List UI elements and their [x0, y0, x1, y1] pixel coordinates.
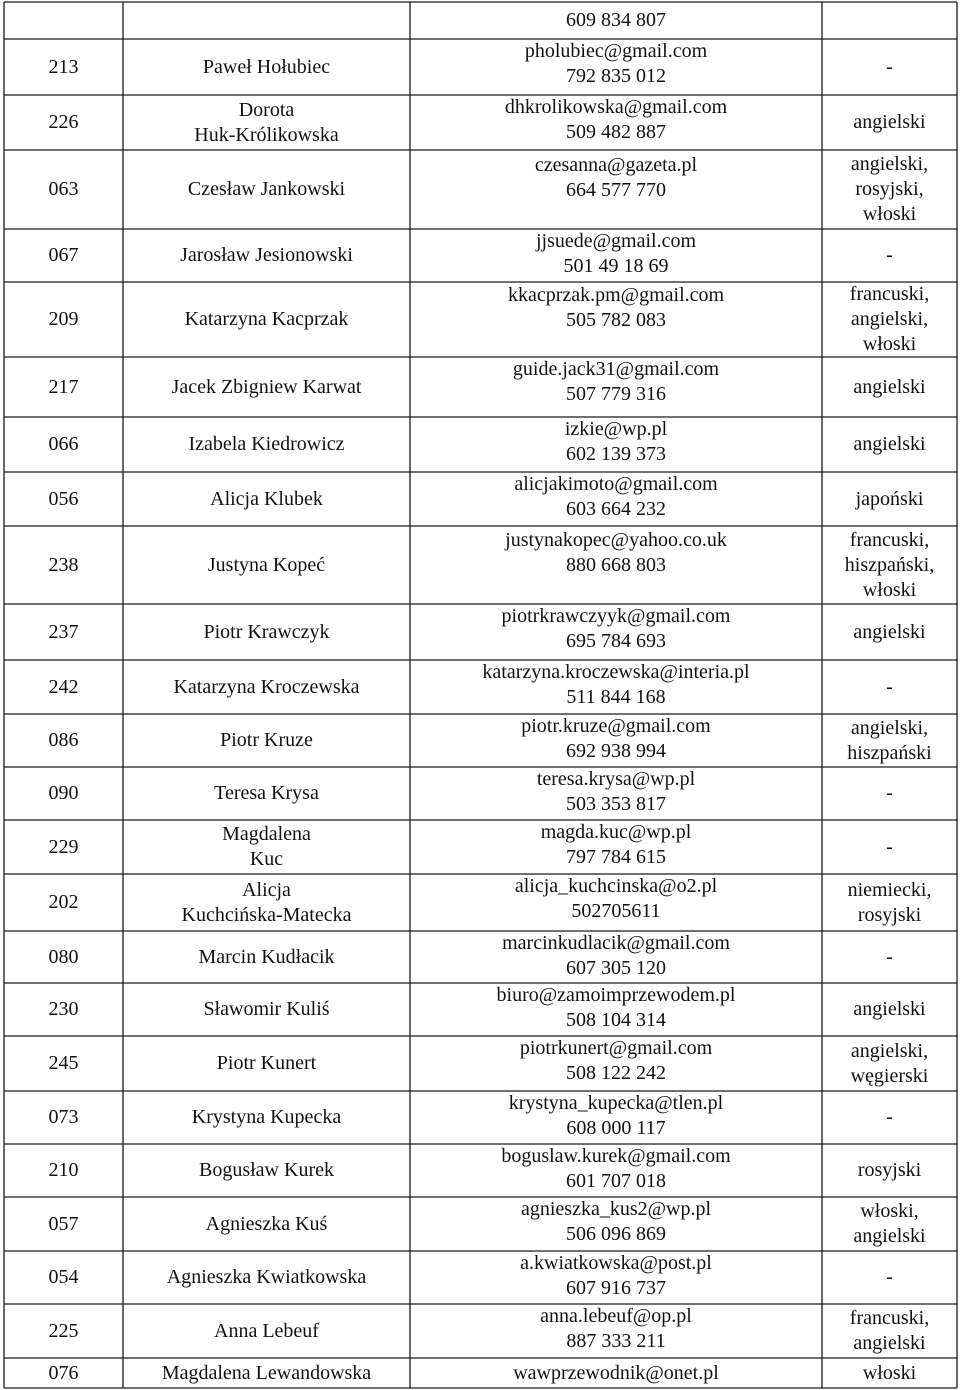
guide-languages-cell-line: rosyjski, — [855, 178, 924, 200]
guide-languages-cell-line: angielski, — [850, 1039, 929, 1062]
guide-contact-cell-line: 507 779 316 — [566, 383, 666, 405]
guide-contact-cell-line: 601 707 018 — [566, 1170, 666, 1192]
guide-languages-cell — [822, 526, 957, 604]
guide-contact-cell-line: piotr.kruze@gmail.com — [521, 715, 711, 737]
guide-id-cell: 054 — [48, 1266, 79, 1288]
guide-contact-cell-line: agnieszka_kus2@wp.pl — [520, 1198, 712, 1220]
guide-name-cell-line: Teresa Krysa — [214, 782, 319, 804]
guide-languages-cell-line: angielski, — [850, 716, 929, 739]
guide-name-cell — [123, 714, 410, 767]
guide-contact-cell-line: dhkrolikowska@gmail.com — [504, 96, 728, 118]
guide-languages-cell — [822, 1144, 957, 1197]
guide-id-cell: 080 — [48, 945, 79, 968]
guide-contact-cell — [410, 472, 822, 526]
guide-contact-cell-line: 502705611 — [571, 900, 661, 922]
guide-contact-cell-line: 695 784 693 — [566, 630, 666, 652]
guide-contact-cell-line: czesanna@gazeta.pl — [534, 154, 698, 176]
guide-contact-cell-line: 608 000 117 — [566, 1117, 666, 1139]
guide-contact-cell — [410, 357, 822, 417]
guide-languages-cell-line: angielski — [853, 998, 926, 1020]
guide-languages-cell-line: angielski — [853, 1225, 926, 1247]
guide-languages-cell-line: angielski, — [850, 153, 929, 175]
guide-languages-cell-line: niemiecki, — [847, 878, 932, 901]
guide-name-cell — [123, 660, 410, 714]
guide-name-cell-line: Kuc — [249, 848, 284, 870]
guide-name-cell-line: Piotr Krawczyk — [203, 620, 330, 643]
guide-languages-cell-line: rosyjski — [857, 1159, 922, 1181]
guide-name-cell-line: Kuchcińska-Matecka — [181, 903, 352, 926]
guide-name-cell-line: Alicja — [242, 878, 291, 901]
guide-name-cell-line: Anna Lebeuf — [214, 1319, 319, 1342]
guide-name-cell-line: Jacek Zbigniew Karwat — [171, 375, 362, 398]
guide-languages-cell — [822, 1036, 957, 1091]
guide-id-cell: 210 — [48, 1159, 79, 1181]
guide-contact-cell-line: izkie@wp.pl — [564, 418, 668, 440]
guide-languages-cell — [822, 1091, 957, 1144]
guide-contact-cell-line: anna.lebeuf@op.pl — [540, 1305, 692, 1327]
guide-contact-cell — [410, 1304, 822, 1358]
guide-name-cell — [123, 229, 410, 282]
guide-id-cell: 057 — [48, 1212, 79, 1235]
guide-languages-cell-line: angielski, — [850, 308, 929, 330]
guide-contact-cell-line: 506 096 869 — [566, 1223, 666, 1245]
guide-name-cell — [123, 1358, 410, 1388]
guide-name-cell — [123, 767, 410, 820]
guide-contact-cell-line: 887 333 211 — [566, 1330, 666, 1352]
guide-name-cell-line: Huk-Królikowska — [194, 123, 339, 146]
guide-name-cell — [123, 820, 410, 874]
guide-name-cell-line: Krystyna Kupecka — [191, 1106, 342, 1128]
guide-name-cell-line: Justyna Kopeć — [207, 553, 326, 576]
guide-contact-cell-line: 797 784 615 — [566, 846, 666, 868]
guide-contact-cell — [410, 1144, 822, 1197]
guide-contact-cell-line: piotrkunert@gmail.com — [519, 1037, 713, 1059]
guide-languages-cell-line: hiszpański — [847, 741, 932, 764]
guide-contact-cell-line: 664 577 770 — [566, 179, 666, 201]
guide-name-cell-line: Izabela Kiedrowicz — [188, 433, 345, 455]
guide-contact-cell-line: a.kwiatkowska@post.pl — [520, 1252, 712, 1274]
guide-languages-cell-line: - — [886, 244, 893, 266]
guide-languages-cell-line: - — [886, 55, 893, 78]
guide-languages-cell-line: włoski — [862, 1361, 917, 1384]
guide-languages-cell-line: francuski, — [849, 1307, 930, 1329]
guide-name-cell-line: Czesław Jankowski — [187, 178, 346, 200]
guide-name-cell — [123, 39, 410, 95]
guide-languages-cell — [822, 820, 957, 874]
guide-languages-cell-line: angielski — [853, 620, 926, 643]
guide-id-cell: 056 — [48, 487, 79, 510]
guide-languages-cell — [822, 767, 957, 820]
guide-contact-cell — [410, 95, 822, 150]
guide-contact-cell — [410, 526, 822, 604]
guide-name-cell-line: Agnieszka Kwiatkowska — [166, 1266, 367, 1288]
guide-languages-cell-line: - — [886, 1106, 893, 1128]
guide-contact-cell — [410, 931, 822, 983]
guide-id-cell: 229 — [48, 835, 79, 858]
guide-id-cell: 076 — [48, 1361, 79, 1384]
guide-name-cell-line: Magdalena — [222, 823, 311, 845]
guide-languages-cell — [822, 931, 957, 983]
guide-languages-cell-line: włoski, — [860, 1200, 919, 1222]
guide-name-cell-line: Agnieszka Kuś — [205, 1212, 328, 1235]
guide-id-cell: 067 — [48, 244, 79, 266]
guide-name-cell — [123, 526, 410, 604]
guide-languages-cell — [822, 983, 957, 1036]
guide-id-cell: 217 — [48, 375, 79, 398]
guide-languages-cell — [822, 660, 957, 714]
guide-id-cell: 225 — [48, 1319, 79, 1342]
guide-languages-cell — [822, 282, 957, 357]
guide-id-cell: 213 — [48, 55, 79, 78]
guide-name-cell — [123, 1036, 410, 1091]
guide-languages-cell — [822, 39, 957, 95]
guide-languages-cell — [822, 357, 957, 417]
guide-contact-cell — [410, 39, 822, 95]
guide-contact-cell-line: 503 353 817 — [566, 793, 666, 815]
guide-name-cell — [123, 1251, 410, 1304]
guide-languages-cell-line: - — [886, 835, 893, 858]
guide-name-cell — [123, 95, 410, 150]
guide-contact-cell-line: pholubiec@gmail.com — [524, 40, 708, 62]
guide-name-cell-line: Piotr Kunert — [216, 1052, 317, 1074]
guide-languages-cell-line: włoski — [862, 333, 917, 355]
guide-id-cell: 245 — [48, 1052, 79, 1074]
guide-contact-cell — [410, 417, 822, 472]
guide-id-cell: 237 — [48, 620, 79, 643]
guide-contact-cell-line: 602 139 373 — [566, 443, 666, 465]
guide-contact-cell-line: 607 916 737 — [566, 1277, 666, 1299]
guide-contact-cell-line: piotrkrawczyyk@gmail.com — [501, 605, 731, 627]
guide-languages-cell-line: angielski — [853, 375, 926, 398]
guide-contact-cell — [410, 1358, 822, 1388]
guide-name-cell-line: Marcin Kudłacik — [198, 945, 335, 968]
guide-contact-cell-line: 692 938 994 — [566, 740, 666, 762]
guide-contact-cell-line: magda.kuc@wp.pl — [540, 821, 692, 843]
guide-name-cell — [123, 472, 410, 526]
guide-contact-cell-line: 603 664 232 — [566, 498, 666, 520]
guide-languages-cell-line: angielski — [853, 433, 926, 455]
guide-contact-cell — [410, 983, 822, 1036]
guide-name-cell — [123, 604, 410, 660]
guide-contact-cell-line: 511 844 168 — [566, 686, 666, 708]
guide-contact-cell — [410, 660, 822, 714]
guide-name-cell — [123, 1304, 410, 1358]
guide-contact-cell-line: alicjakimoto@gmail.com — [514, 473, 718, 495]
guide-languages-cell — [822, 874, 957, 931]
guide-name-cell — [123, 1144, 410, 1197]
guide-name-cell — [123, 983, 410, 1036]
guide-languages-cell-line: hiszpański, — [844, 553, 935, 576]
guide-languages-cell-line: angielski — [853, 1332, 926, 1354]
guide-languages-cell-line: - — [886, 945, 893, 968]
guide-name-cell — [123, 282, 410, 357]
guide-name-cell — [123, 931, 410, 983]
guide-contact-cell-line: 607 305 120 — [566, 957, 666, 979]
guide-contact-cell — [410, 604, 822, 660]
guide-languages-cell-line: japoński — [855, 487, 924, 510]
guide-id-cell: 202 — [48, 891, 79, 913]
guide-id-cell: 086 — [48, 729, 79, 751]
guide-contact-cell-line: wawprzewodnik@onet.pl — [513, 1362, 719, 1384]
guide-id-cell: 090 — [48, 782, 79, 804]
guide-contact-cell-line: 880 668 803 — [566, 554, 666, 576]
guide-languages-cell-line: francuski, — [849, 528, 930, 551]
guide-contact-cell-line: alicja_kuchcinska@o2.pl — [514, 875, 718, 897]
guide-name-cell-line: Katarzyna Kacprzak — [184, 308, 349, 330]
guide-languages-cell-line: rosyjski — [857, 903, 922, 926]
guide-contact-cell-line: justynakopec@yahoo.co.uk — [505, 529, 727, 551]
guide-languages-cell-line: - — [886, 782, 893, 804]
guide-contact-cell — [410, 282, 822, 357]
guide-contact-cell-line: 508 104 314 — [566, 1009, 666, 1031]
guide-contact-cell-line: boguslaw.kurek@gmail.com — [501, 1145, 731, 1167]
guide-name-cell — [123, 357, 410, 417]
guide-contact-cell — [410, 714, 822, 767]
guide-name-cell-line: Magdalena Lewandowska — [161, 1361, 372, 1384]
guide-id-cell: 226 — [48, 111, 79, 133]
guide-name-cell — [123, 1091, 410, 1144]
guide-languages-cell — [822, 1358, 957, 1388]
guide-contact-cell-line: krystyna_kupecka@tlen.pl — [508, 1092, 724, 1114]
guide-contact-cell-line: kkacprzak.pm@gmail.com — [507, 284, 725, 306]
guide-contact-cell-line: 508 122 242 — [566, 1062, 666, 1084]
guide-contact-cell — [410, 820, 822, 874]
guide-id-cell: 063 — [48, 178, 79, 200]
guide-contact-cell-line: guide.jack31@gmail.com — [512, 358, 720, 380]
guide-languages-cell-line: angielski — [853, 111, 926, 133]
guide-contact-cell-line: teresa.krysa@wp.pl — [536, 768, 696, 790]
guide-name-cell — [123, 874, 410, 931]
guide-name-cell-line: Paweł Hołubiec — [202, 55, 331, 78]
guide-languages-cell — [822, 1251, 957, 1304]
guide-contact-cell — [410, 874, 822, 931]
guide-languages-cell — [822, 150, 957, 229]
guide-name-cell-line: Alicja Klubek — [210, 487, 323, 510]
guide-languages-cell-line: - — [886, 675, 893, 698]
guide-contact-cell — [410, 229, 822, 282]
guide-contact-cell — [410, 1036, 822, 1091]
guide-languages-cell — [822, 714, 957, 767]
guide-contact-cell — [410, 1091, 822, 1144]
guide-languages-cell-line: włoski — [862, 578, 917, 601]
guide-id-cell: 238 — [48, 553, 79, 576]
guide-name-cell — [123, 417, 410, 472]
guide-id-cell: 209 — [48, 308, 79, 330]
guide-id-cell: 073 — [48, 1106, 79, 1128]
guide-contact-cell-line: marcinkudlacik@gmail.com — [502, 932, 730, 954]
guide-languages-cell-line: włoski — [862, 203, 917, 225]
guide-contact-cell-line: biuro@zamoimprzewodem.pl — [496, 984, 736, 1006]
guide-name-cell-line: Jarosław Jesionowski — [180, 244, 353, 266]
guide-languages-cell — [822, 95, 957, 150]
guide-languages-cell — [822, 1197, 957, 1251]
guide-languages-cell — [822, 472, 957, 526]
guide-contact-cell-line: katarzyna.kroczewska@interia.pl — [482, 661, 750, 683]
guide-name-cell-line: Bogusław Kurek — [199, 1159, 334, 1181]
guide-contact-cell-line: 792 835 012 — [566, 65, 666, 87]
guide-name-cell-line: Piotr Kruze — [220, 729, 313, 751]
guide-languages-cell — [822, 229, 957, 282]
guide-contact-cell — [410, 1197, 822, 1251]
guide-id-cell: 066 — [48, 433, 79, 455]
guide-name-cell — [123, 1197, 410, 1251]
guide-id-cell: 230 — [48, 998, 79, 1020]
guide-contact-cell-line: jjsuede@gmail.com — [535, 230, 697, 252]
guide-languages-cell — [822, 417, 957, 472]
guide-name-cell — [123, 150, 410, 229]
guide-name-cell-line: Dorota — [238, 98, 295, 121]
guide-contact-cell — [410, 767, 822, 820]
guide-name-cell-line: Sławomir Kuliś — [203, 998, 330, 1020]
guide-languages-cell-line: francuski, — [849, 283, 930, 305]
guide-languages-cell — [822, 604, 957, 660]
guide-contact-cell — [410, 1251, 822, 1304]
guide-languages-cell — [822, 1304, 957, 1358]
guide-contact-cell-line: 505 782 083 — [566, 309, 666, 331]
guide-id-cell: 242 — [48, 675, 79, 698]
guide-contact-cell — [410, 150, 822, 229]
guide-languages-cell-line: węgierski — [850, 1064, 929, 1087]
guide-contact-cell-line: 501 49 18 69 — [563, 255, 669, 277]
guide-contact-cell-line: 509 482 887 — [566, 121, 666, 143]
guide-languages-cell-line: - — [886, 1266, 893, 1288]
guide-name-cell-line: Katarzyna Kroczewska — [173, 675, 360, 698]
contact-phone-carryover: 609 834 807 — [566, 9, 666, 31]
